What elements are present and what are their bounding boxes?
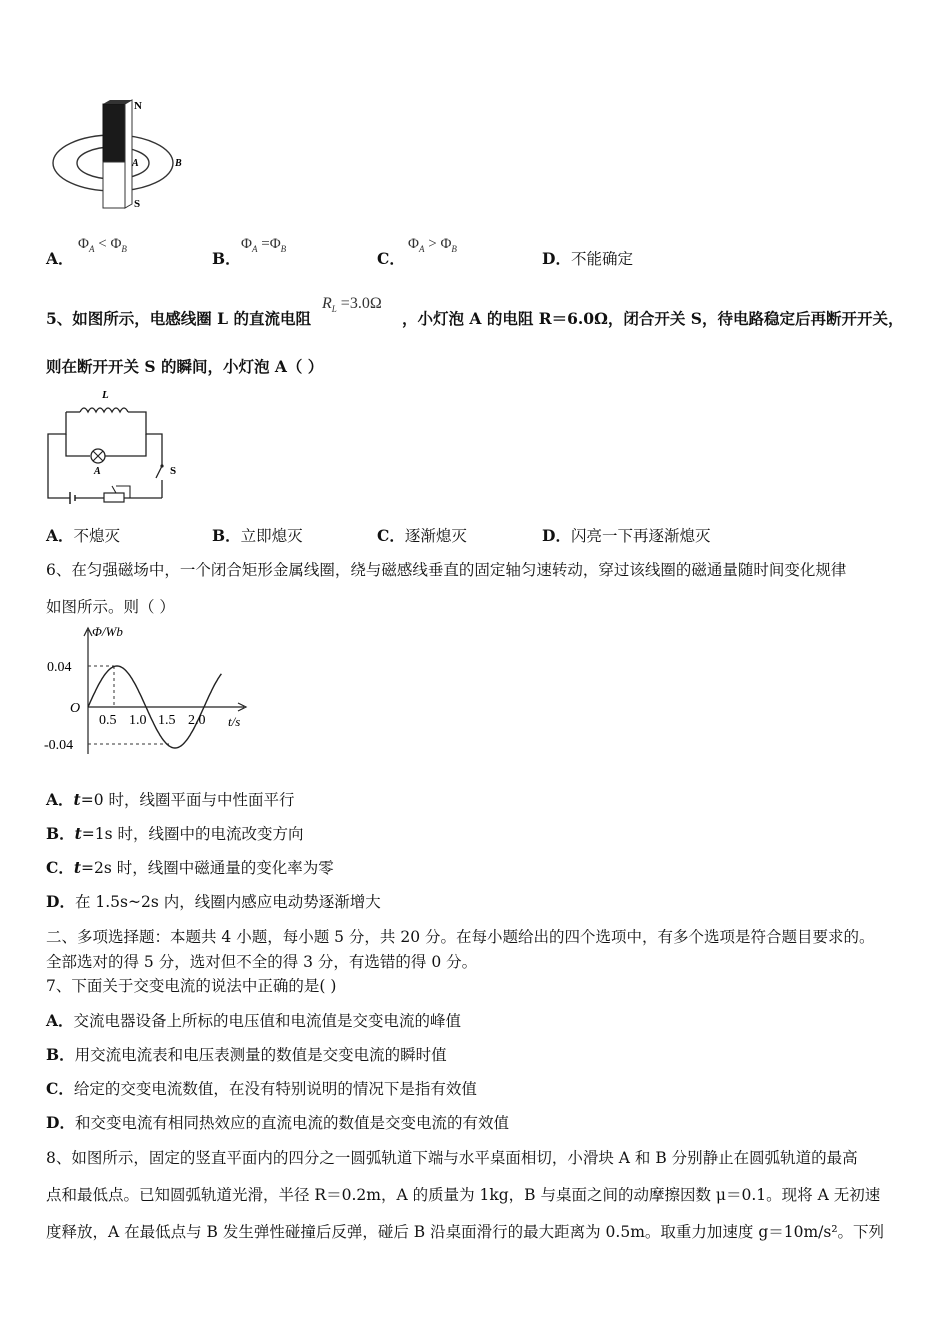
q5-option-b: B．立即熄灭 <box>212 526 303 545</box>
q7-option-a: A．交流电器设备上所标的电压值和电流值是交变电流的峰值 <box>46 1011 462 1030</box>
x-tick-1-5: 1.5 <box>158 713 176 728</box>
label-l: L <box>102 389 109 401</box>
label-n: N <box>134 100 142 112</box>
q4-option-d: D．不能确定 <box>542 249 633 268</box>
magnet-side <box>125 100 132 208</box>
x-tick-0-5: 0.5 <box>99 713 117 728</box>
q6-option-c: C．t=2s 时，线圈中磁通量的变化率为零 <box>46 858 334 877</box>
switch-s <box>156 456 162 498</box>
inductor-coil <box>80 408 128 412</box>
circuit-wire-middle <box>66 434 90 456</box>
label-a: A <box>132 158 139 169</box>
label-b: B <box>175 158 182 169</box>
y-tick-max: 0.04 <box>47 660 72 675</box>
q7-stem: 7、下面关于交变电流的说法中正确的是( ) <box>46 977 337 995</box>
section2-line2: 全部选对的得 5 分，选对但不全的得 3 分，有选错的得 0 分。 <box>46 953 478 971</box>
q5-line2: 则在断开开关 S 的瞬间，小灯泡 A（ ） <box>46 357 324 376</box>
x-label: t/s <box>228 714 241 729</box>
q6-option-d: D．在 1.5s~2s 内，线圈内感应电动势逐渐增大 <box>46 892 381 911</box>
y-label: Φ/Wb <box>92 624 123 639</box>
switch-contact <box>160 464 163 467</box>
circuit-wire-left <box>48 412 70 498</box>
q7-option-c: C．给定的交变电流数值，在没有特别说明的情况下是指有效值 <box>46 1079 477 1098</box>
q4-option-a-formula: $\Phi_A < \Phi_B$ <box>78 236 127 254</box>
q5-formula: $R_L =3.0\Omega$ <box>322 295 382 315</box>
label-s: S <box>134 198 141 210</box>
q5-option-d: D．闪亮一下再逐渐熄灭 <box>542 526 711 545</box>
battery <box>70 492 75 504</box>
y-tick-min: -0.04 <box>44 738 74 753</box>
magnet-south <box>103 162 125 208</box>
q4-option-c-letter: C． <box>377 249 405 268</box>
q4-option-a-letter: A． <box>46 249 74 268</box>
circuit-wire-lamp-right <box>105 434 146 456</box>
q6-option-a: A．t=0 时，线圈平面与中性面平行 <box>46 790 295 809</box>
q4-option-b-letter: B． <box>212 249 241 268</box>
flux-graph <box>44 622 259 758</box>
circuit-wire-top-right <box>128 412 162 456</box>
q4-option-c-formula: $\Phi_A > \Phi_B$ <box>408 236 457 254</box>
q8-line1: 8、如图所示，固定的竖直平面内的四分之一圆弧轨道下端与水平桌面相切，小滑块 A 和 B 分别静止在圆弧轨道的最高 <box>46 1149 858 1167</box>
q5-text-after: ，小灯泡 A 的电阻 R＝6.0Ω，闭合开关 S，待电路稳定后再断开开关， <box>402 309 904 328</box>
label-a: A <box>94 466 101 477</box>
rheostat <box>104 493 124 502</box>
label-s: S <box>170 465 177 477</box>
q7-option-b: B．用交流电流表和电压表测量的数值是交变电流的瞬时值 <box>46 1045 447 1064</box>
max-dashed-line <box>88 666 114 707</box>
magnet-north <box>103 104 125 162</box>
q8-line3: 度释放，A 在最低点与 B 发生弹性碰撞后反弹，碰后 B 沿桌面滑行的最大距离为 0.5m。取重力加速度 g＝10m/s²。下列 <box>46 1223 885 1241</box>
q6-line2: 如图所示。则（ ） <box>46 598 175 616</box>
q5-option-a: A．不熄灭 <box>46 526 121 545</box>
magnet-coil-figure <box>48 96 198 216</box>
q6-line1: 6、在匀强磁场中，一个闭合矩形金属线圈，绕与磁感线垂直的固定轴匀速转动，穿过该线圈的磁通量随时间变化规律 <box>46 561 847 579</box>
q5-option-c: C．逐渐熄灭 <box>377 526 467 545</box>
q7-option-d: D．和交变电流有相同热效应的直流电流的数值是交变电流的有效值 <box>46 1113 509 1132</box>
x-tick-1-0: 1.0 <box>129 713 147 728</box>
q5-text-before: 5、如图所示，电感线圈 L 的直流电阻 <box>46 309 311 328</box>
circuit-figure <box>42 386 192 504</box>
origin-label: O <box>70 701 81 716</box>
x-tick-2-0: 2.0 <box>188 713 206 728</box>
q6-option-b: B．t=1s 时，线圈中的电流改变方向 <box>46 824 304 843</box>
section2-line1: 二、多项选择题：本题共 4 小题，每小题 5 分，共 20 分。在每小题给出的四个选项中，有多个选项是符合题目要求的。 <box>46 928 875 946</box>
q4-option-b-formula: $\Phi_A =\Phi_B$ <box>241 236 287 254</box>
q8-line2: 点和最低点。已知圆弧轨道光滑，半径 R＝0.2m，A 的质量为 1kg，B 与桌面之间的动摩擦因数 μ＝0.1。现将 A 无初速 <box>46 1186 881 1204</box>
